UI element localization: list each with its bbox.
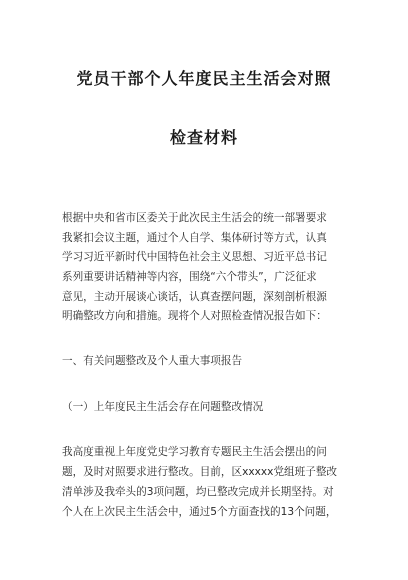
intro-line: 我紧扣会议主题，通过个人自学、集体研讨等方式，认真	[62, 232, 327, 244]
section-heading: 一、有关问题整改及个人重大事项报告	[62, 355, 243, 367]
document-title-line-1: 党员干部个人年度民主生活会对照	[76, 69, 332, 88]
intro-line: 根据中央和省市区委关于此次民主生活会的统一部署要求	[62, 212, 327, 224]
intro-line: 系列重要讲话精神等内容，围绕“六个带头”，广泛征求	[62, 271, 317, 283]
body-line: 题，及时对照要求进行整改。目前，区xxxxx党组班子整改	[62, 466, 338, 478]
intro-line: 意见，主动开展谈心谈话，认真查摆问题，深刻剖析根源	[62, 291, 327, 303]
body-line: 个人在上次民主生活会中，通过5个方面查找的13个问题，	[62, 506, 337, 518]
body-line: 清单涉及我牵头的3项问题，均已整改完成并长期坚持。对	[62, 486, 334, 498]
body-line: 我高度重视上年度党史学习教育专题民主生活会摆出的问	[62, 446, 327, 458]
intro-line: 明确整改方向和措施。现将个人对照检查情况报告如下：	[62, 310, 327, 322]
intro-line: 学习习近平新时代中国特色社会主义思想、习近平总书记	[62, 251, 327, 263]
document-title-line-2: 检查材料	[169, 128, 238, 147]
subsection-heading: （一）上年度民主生活会存在问题整改情况	[62, 401, 264, 413]
